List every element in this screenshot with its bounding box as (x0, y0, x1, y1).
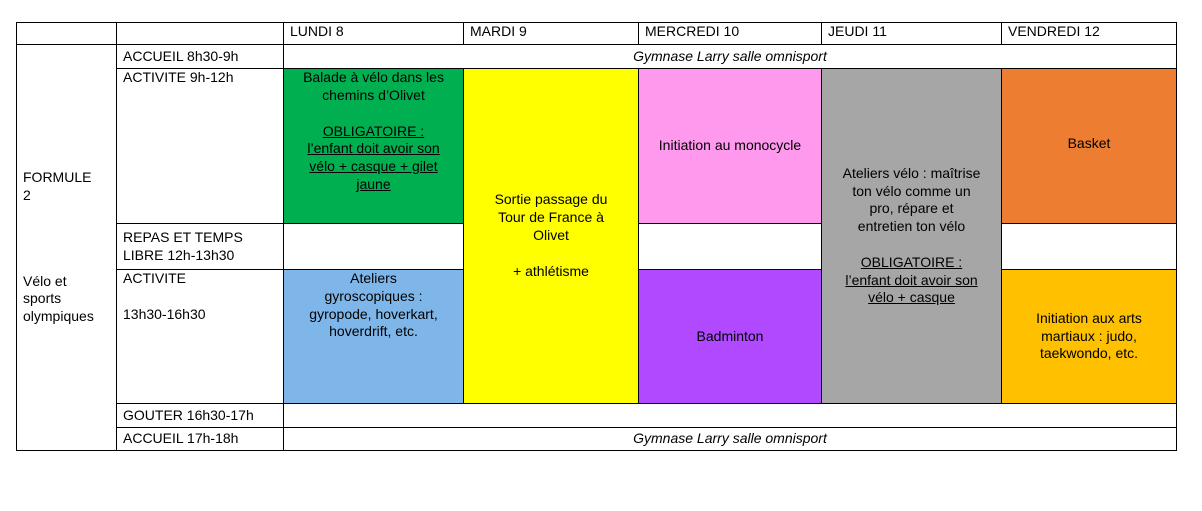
monday-morning-requirement: l’enfant doit avoir son (307, 140, 440, 157)
formule-theme-2: sports (23, 290, 62, 307)
monday-afternoon-text: gyropode, hoverkart, (309, 305, 438, 322)
slot-activite-afternoon-label: ACTIVITE (123, 270, 187, 286)
thursday-requirement: l’enfant doit avoir son (845, 271, 978, 288)
friday-afternoon-activity (1002, 270, 1177, 404)
formule-number: 2 (23, 186, 31, 203)
monday-morning-requirement: OBLIGATOIRE : (322, 122, 425, 139)
monday-morning-title: chemins d’Olivet (322, 86, 425, 103)
header-row (17, 23, 1177, 45)
slot-repas-label: LIBRE 12h-13h30 (123, 246, 235, 263)
monday-morning-requirement: vélo + casque + gilet (309, 158, 438, 175)
tuesday-activity-text: + athlétisme (513, 262, 589, 279)
friday-repas-cell (1002, 224, 1177, 270)
monday-afternoon-text: gyroscopiques : (324, 287, 423, 304)
monday-morning-requirement: jaune (356, 175, 391, 192)
friday-afternoon-text: Initiation aux arts (1036, 309, 1142, 326)
friday-afternoon-text: taekwondo, etc. (1039, 345, 1139, 362)
row-gouter (17, 404, 1177, 428)
formule-label: FORMULE (23, 169, 92, 186)
friday-morning-activity: Basket (1002, 69, 1177, 224)
slot-repas-label: REPAS ET TEMPS (123, 228, 243, 245)
header-empty-cell (17, 23, 117, 45)
tuesday-activity-text: Sortie passage du (494, 191, 608, 208)
wednesday-afternoon-activity: Badminton (639, 270, 822, 404)
wednesday-morning-activity: Initiation au monocycle (639, 69, 822, 224)
row-activite-morning (17, 69, 1177, 224)
thursday-activity (822, 69, 1002, 404)
slot-activite-afternoon (117, 270, 284, 404)
header-empty-cell (117, 23, 284, 45)
gouter-empty-cell (284, 404, 1177, 428)
row-accueil-morning (17, 45, 1177, 69)
header-day-thursday: JEUDI 11 (822, 23, 1002, 45)
row-accueil-evening (17, 428, 1177, 451)
slot-activite-morning: ACTIVITE 9h-12h (117, 69, 284, 224)
gymnase-evening: Gymnase Larry salle omnisport (284, 428, 1177, 451)
thursday-requirement: OBLIGATOIRE : (860, 253, 963, 270)
header-day-friday: VENDREDI 12 (1002, 23, 1177, 45)
slot-gouter: GOUTER 16h30-17h (117, 404, 284, 428)
wednesday-repas-cell (639, 224, 822, 270)
thursday-activity-text: ton vélo comme un (852, 182, 971, 199)
thursday-requirement: vélo + casque (868, 289, 955, 306)
monday-afternoon-text: hoverdrift, etc. (329, 323, 418, 340)
thursday-activity-text: entretien ton vélo (857, 218, 966, 235)
tuesday-activity (464, 69, 639, 404)
monday-repas-cell (284, 224, 464, 270)
monday-afternoon-text: Ateliers (350, 270, 397, 286)
header-day-tuesday: MARDI 9 (464, 23, 639, 45)
tuesday-activity-text: Olivet (533, 227, 569, 243)
monday-afternoon-activity (284, 270, 464, 404)
formule-theme-1: Vélo et (23, 272, 67, 289)
thursday-activity-text: Ateliers vélo : maîtrise (842, 164, 981, 181)
formule-theme-3: olympiques (23, 308, 94, 325)
friday-afternoon-text: martiaux : judo, (1041, 327, 1137, 344)
gymnase-morning: Gymnase Larry salle omnisport (284, 45, 1177, 69)
slot-accueil-morning: ACCUEIL 8h30-9h (117, 45, 284, 69)
thursday-activity-text: pro, répare et (869, 200, 954, 217)
slot-accueil-evening: ACCUEIL 17h-18h (117, 428, 284, 451)
header-day-monday: LUNDI 8 (284, 23, 464, 45)
tuesday-activity-text: Tour de France à (498, 209, 604, 226)
schedule-table (16, 22, 1177, 451)
monday-morning-activity (284, 69, 464, 224)
slot-repas (117, 224, 284, 270)
slot-activite-afternoon-time: 13h30-16h30 (123, 305, 206, 322)
header-day-wednesday: MERCREDI 10 (639, 23, 822, 45)
formule-cell (17, 45, 117, 451)
monday-morning-title: Balade à vélo dans les (303, 69, 444, 85)
